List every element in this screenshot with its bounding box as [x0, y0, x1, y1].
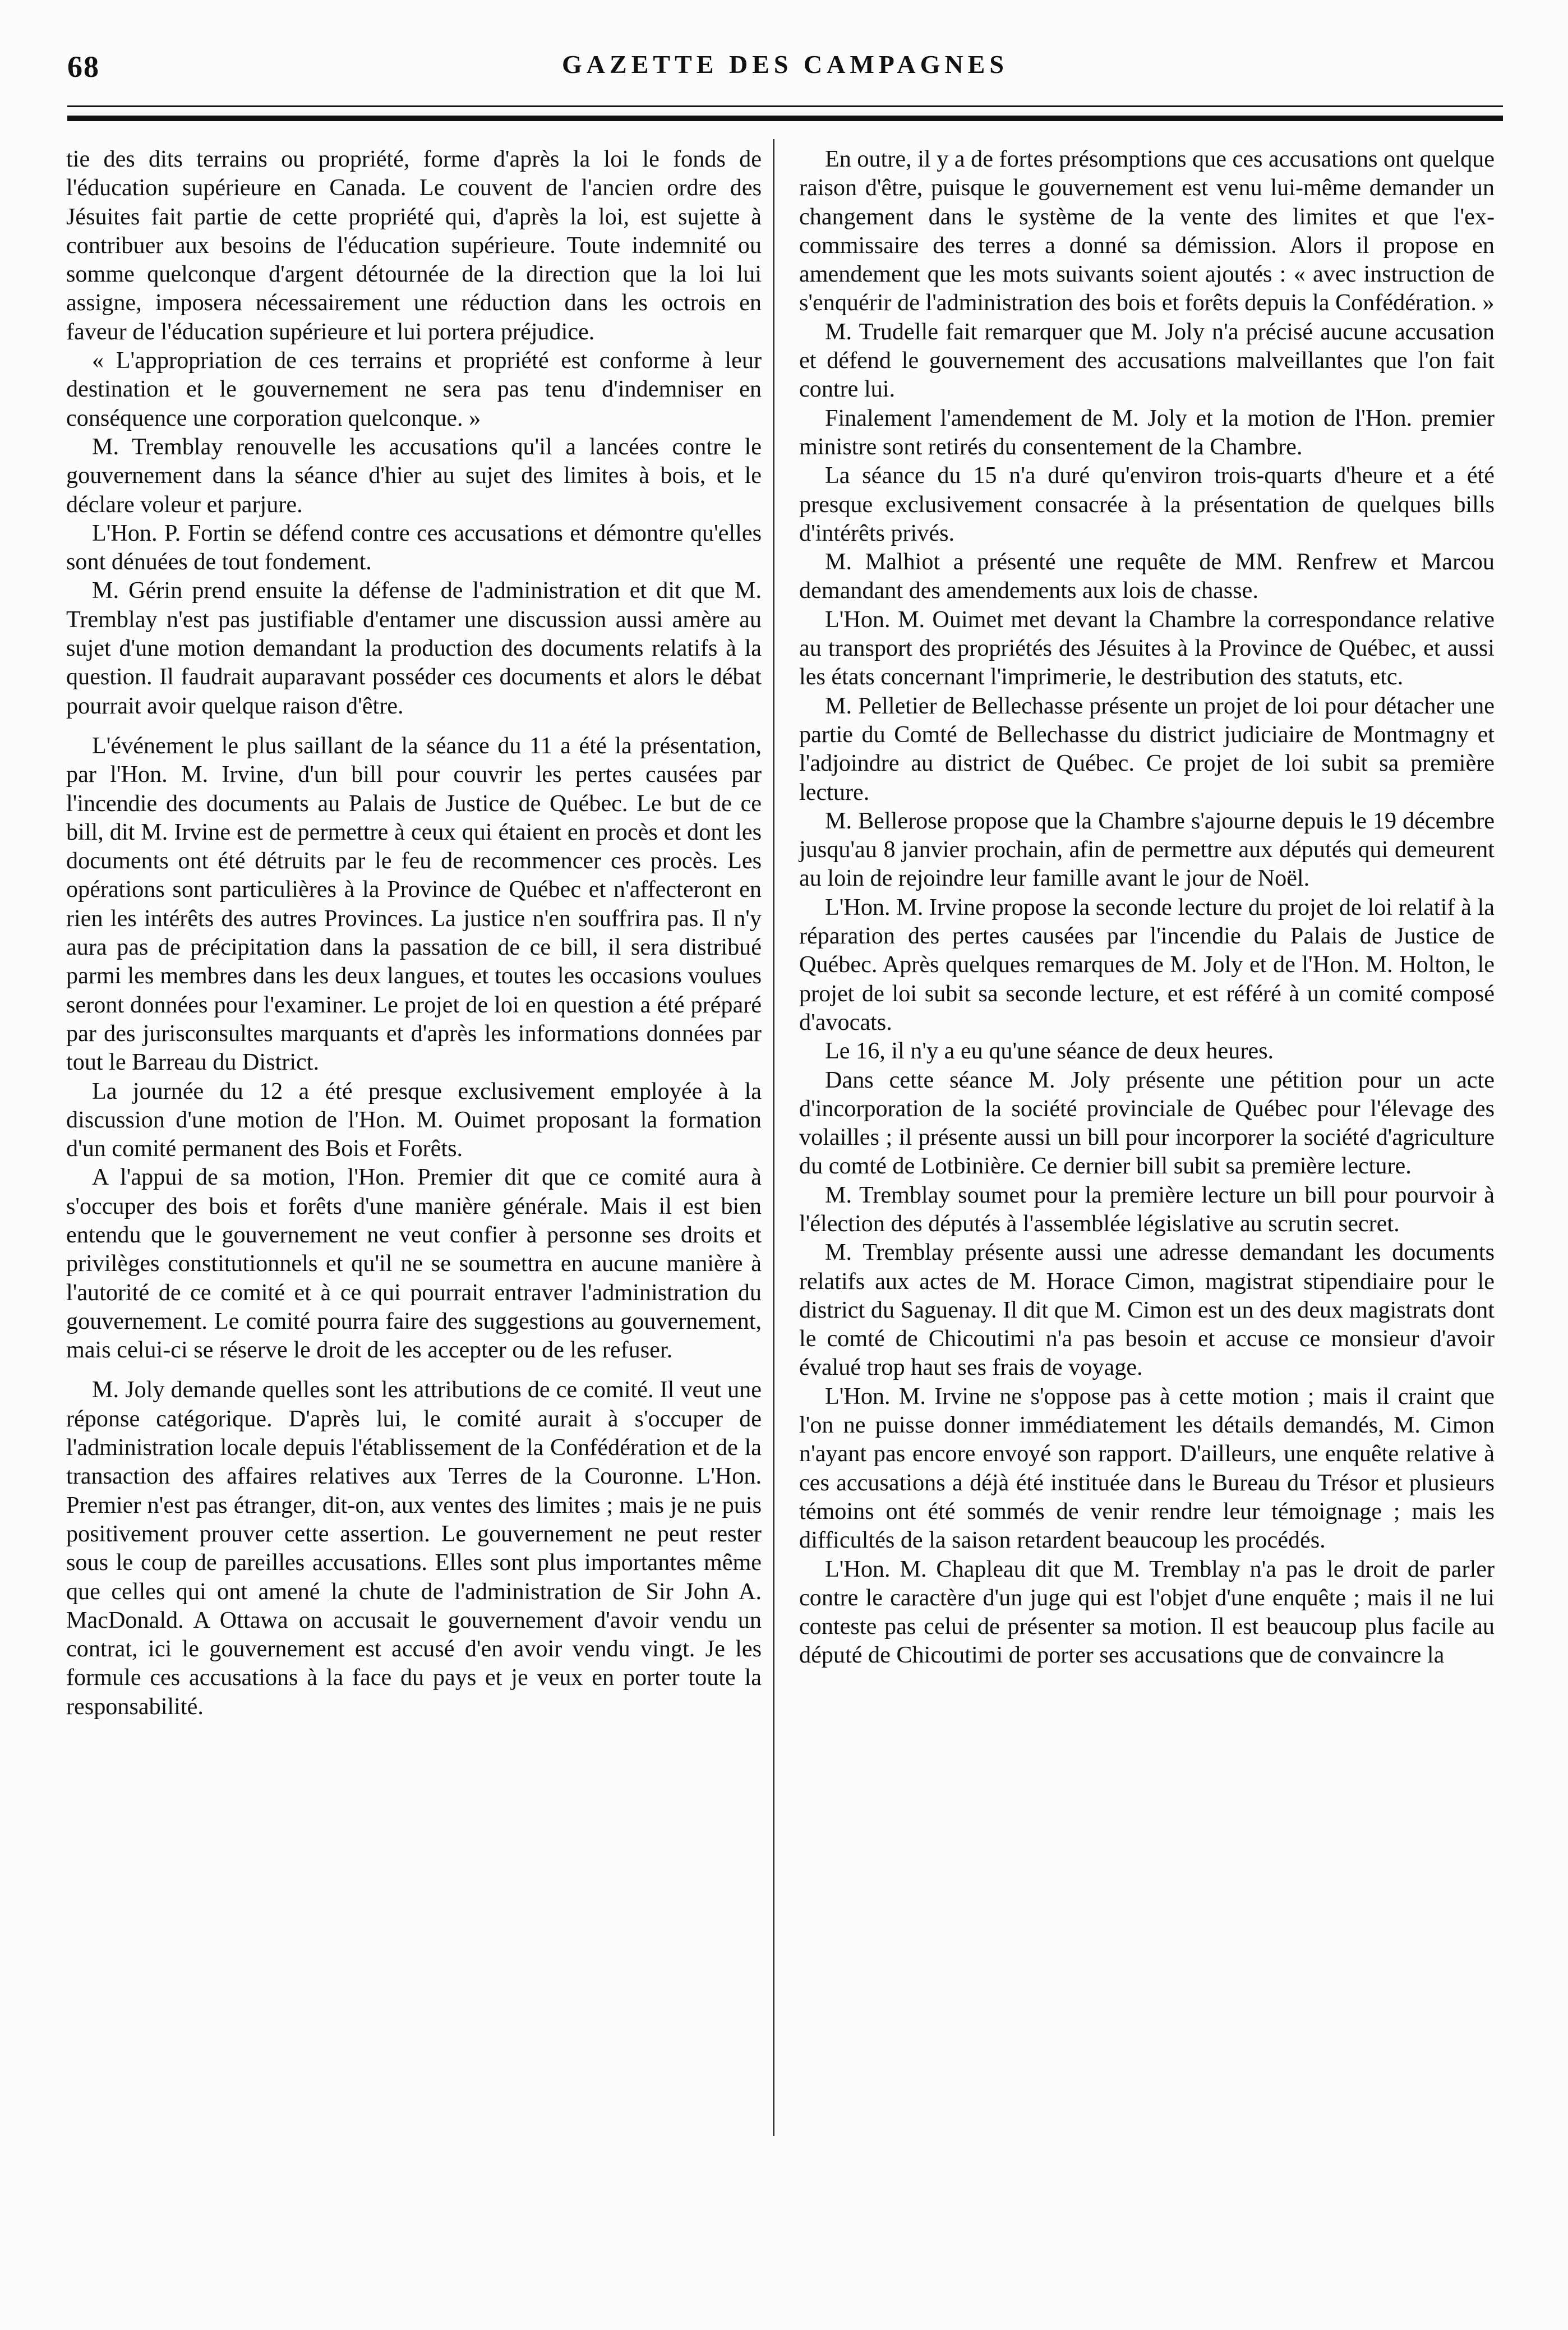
left-column — [66, 145, 762, 1721]
paragraph: M. Tremblay renouvelle les accusations qu'il a lancées contre le gouvernement dans la séance d'hier au sujet des limites à bois, et le déclare voleur et parjure. — [66, 433, 762, 518]
paragraph: M. Pelletier de Bellechasse présente un projet de loi pour détacher une partie du Comté de Bellechasse du district judiciaire de Montmagny et l'adjoindre au district de Québec. Ce projet de loi subit sa première lecture. — [799, 692, 1495, 805]
paragraph: L'Hon. M. Irvine propose la seconde lecture du projet de loi relatif à la réparation des pertes causées par l'incendie du Palais de Justice de Québec. Après quelques remarques de M. Joly et de l'Hon. M. Holton, le projet de loi subit sa seconde lecture, et est référé à un comité composé d'avocats. — [799, 894, 1495, 1035]
paragraph: L'Hon. M. Chapleau dit que M. Tremblay n'a pas le droit de parler contre le caractère d'un juge qui est l'objet d'une enquête ; mais il ne lui conteste pas celui de présenter sa motion. Il est beaucoup plus facile au député de Chicoutimi de porter ses accusations que de convaincre la — [799, 1555, 1495, 1669]
paragraph: M. Joly demande quelles sont les attributions de ce comité. Il veut une réponse catégorique. D'après lui, le comité aurait à s'occuper de l'administration locale depuis l'établissement de la Confédération et de la transaction des affaires relatives aux Terres de la Couronne. L'Hon. Premier n'est pas étranger, dit-on, aux ventes des limites ; mais je ne puis positivement prouver cette assertion. Le gouvernement ne peut rester sous le coup de pareilles accusations. Elles sont plus importantes même que celles qui ont amené la chute de l'administration de Sir John A. MacDonald. A Ottawa on accusait le gouvernement d'avoir vendu un contrat, ici le gouvernement est accusé d'en avoir vendu vingt. Je les formule ces accusations à la face du pays et je veux en porter toute la responsabilité. — [66, 1376, 762, 1720]
paragraph: L'Hon. M. Irvine ne s'oppose pas à cette motion ; mais il craint que l'on ne puisse donner immédiatement les détails demandés, M. Cimon n'ayant pas encore envoyé son rapport. D'ailleurs, une enquête relative à ces accusations a déjà été instituée dans le Bureau du Trésor et plusieurs témoins ont été sommés de venir rendre leur témoignage ; mais les difficultés de la saison retardent beaucoup les procédés. — [799, 1383, 1495, 1554]
paragraph: tie des dits terrains ou propriété, forme d'après la loi le fonds de l'éducation supérieure en Canada. Le couvent de l'ancien ordre des Jésuites fait partie de cette propriété qui, d'après la loi, est sujette à contribuer aux besoins de l'éducation supérieure. Toute indemnité ou somme quelconque d'argent détournée de la direction que la loi lui assigne, imposera nécessairement une réduction dans les octrois en faveur de l'éducation supérieure et lui portera préjudice. — [66, 146, 762, 345]
header-rule-thin — [67, 105, 1503, 107]
paragraph: Finalement l'amendement de M. Joly et la motion de l'Hon. premier ministre sont retirés du consentement de la Chambre. — [799, 404, 1495, 460]
paragraph: L'événement le plus saillant de la séance du 11 a été la présentation, par l'Hon. M. Irvine, d'un bill pour couvrir les pertes causées par l'incendie des documents au Palais de Justice de Québec. Le but de ce bill, dit M. Irvine est de permettre à ceux qui étaient en procès et dont les documents ont été détruits par le feu de recommencer ces procès. Les opérations sont particulières à la Province de Québec et n'affecteront en rien les intérêts des autres Provinces. La justice n'en souffrira pas. Il n'y aura pas de précipitation dans la passation de ce bill, il sera distribué parmi les membres dans les deux langues, et toutes les occasions voulues seront données pour l'examiner. Le projet de loi en question a été préparé par des jurisconsultes marquants et d'après les informations données par tout le Barreau du District. — [66, 732, 762, 1076]
paragraph: M. Trudelle fait remarquer que M. Joly n'a précisé aucune accusation et défend le gouvernement des accusations malveillantes que l'on fait contre lui. — [799, 318, 1495, 403]
paragraph: M. Bellerose propose que la Chambre s'ajourne depuis le 19 décembre jusqu'au 8 janvier prochain, afin de permettre aux députés qui demeurent au loin de rejoindre leur famille avant le jour de Noël. — [799, 807, 1495, 892]
paragraph: Le 16, il n'y a eu qu'une séance de deux heures. — [825, 1038, 1274, 1065]
paragraph: L'Hon. M. Ouimet met devant la Chambre la correspondance relative au transport des propriétés des Jésuites à la Province de Québec, et aussi les états concernant l'imprimerie, le destribution des statuts, etc. — [799, 606, 1495, 690]
header-rule-thick — [67, 116, 1503, 121]
paragraph: La séance du 15 n'a duré qu'environ trois-quarts d'heure et a été presque exclusivement consacrée à la présentation de quelques bills d'intérêts privés. — [799, 462, 1495, 546]
paragraph: « L'appropriation de ces terrains et propriété est conforme à leur destination et le gouvernement ne sera pas tenu d'indemniser en conséquence une corporation quelconque. » — [66, 347, 762, 431]
paragraph: La journée du 12 a été presque exclusivement employée à la discussion d'une motion de l'Hon. M. Ouimet proposant la formation d'un comité permanent des Bois et Forêts. — [66, 1077, 762, 1162]
right-column — [799, 145, 1495, 1670]
paragraph: A l'appui de sa motion, l'Hon. Premier dit que ce comité aura à s'occuper des bois et forêts d'une manière générale. Mais il est bien entendu que le gouvernement ne veut confier à personne ses droits et privilèges constitutionnels et qu'il ne se soumettra en aucune manière à l'autorité de ce comité et à ce qui pourrait entraver l'administration du gouvernement. Le comité pourra faire des suggestions au gouvernement, mais celui-ci se réserve le droit de les accepter ou de les refuser. — [66, 1164, 762, 1364]
paragraph: M. Malhiot a présenté une requête de MM. Renfrew et Marcou demandant des amendements aux lois de chasse. — [799, 549, 1495, 604]
page-header — [67, 49, 1503, 83]
column-divider — [773, 139, 774, 2136]
paragraph: En outre, il y a de fortes présomptions que ces accusations ont quelque raison d'être, puisque le gouvernement est venu lui-même demander un changement dans le système de la vente des limites et que l'ex-commissaire des terres a donné sa démission. Alors il propose en amendement que les mots suivants soient ajoutés : « avec instruction de s'enquérir de l'administration des bois et forêts depuis la Confédération. » — [799, 146, 1495, 316]
paragraph: M. Tremblay présente aussi une adresse demandant les documents relatifs aux actes de M. Horace Cimon, magistrat stipendiaire pour le district du Saguenay. Il dit que M. Cimon est un des deux magistrats dont le comté de Chicoutimi n'a pas besoin et accuse ce monsieur d'avoir évalué trop haut ses frais de voyage. — [799, 1239, 1495, 1381]
paragraph: L'Hon. P. Fortin se défend contre ces accusations et démontre qu'elles sont dénuées de tout fondement. — [66, 519, 762, 575]
masthead-title: GAZETTE DES CAMPAGNES — [562, 50, 1008, 79]
paragraph: M. Gérin prend ensuite la défense de l'administration et dit que M. Tremblay n'est pas justifiable d'entamer une discussion aussi amère au sujet d'une motion demandant la production des documents relatifs à la question. Il faudrait auparavant posséder ces documents et alors le débat pourrait avoir quelque raison d'être. — [66, 577, 762, 719]
paragraph: Dans cette séance M. Joly présente une pétition pour un acte d'incorporation de la société provinciale de Québec pour l'élevage des volailles ; il présente aussi un bill pour incorporer la société d'agriculture du comté de Lotbinière. Ce dernier bill subit sa première lecture. — [799, 1066, 1495, 1180]
paragraph: M. Tremblay soumet pour la première lecture un bill pour pourvoir à l'élection des députés à l'assemblée législative au scrutin secret. — [799, 1181, 1495, 1237]
page-number: 68 — [67, 50, 100, 84]
